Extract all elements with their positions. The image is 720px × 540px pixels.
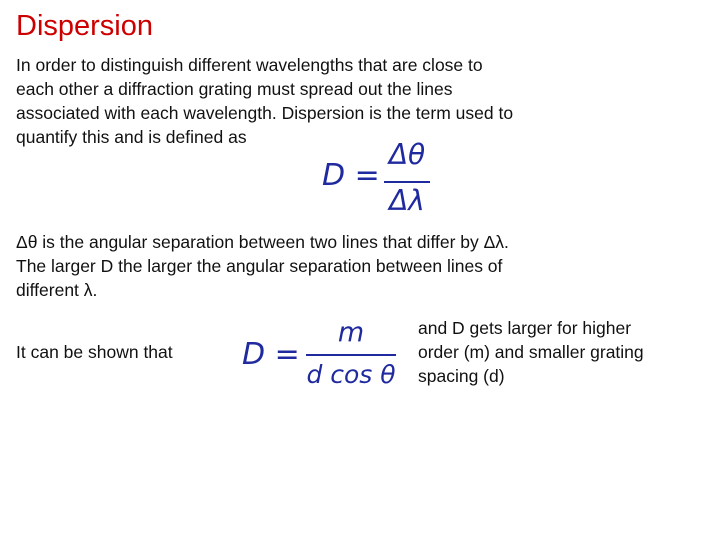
equation-lhs: D = — [242, 337, 300, 372]
equation-numerator: m — [337, 317, 365, 348]
note-paragraph — [418, 316, 644, 388]
intro-line: In order to distinguish different wavelengths that are close to — [16, 55, 483, 75]
note-line: spacing (d) — [418, 366, 505, 386]
note-line: and D gets larger for higher — [418, 318, 632, 338]
explanation-line: different λ. — [16, 280, 98, 300]
equation-lhs: D = — [322, 158, 380, 193]
explanation-line: The larger D the larger the angular separation between lines of — [16, 256, 503, 276]
intro-paragraph — [16, 53, 513, 149]
explanation-line: Δθ is the angular separation between two lines that differ by Δλ. — [16, 232, 509, 252]
equation-denominator: Δλ — [389, 184, 425, 217]
dispersion-definition-equation — [322, 138, 434, 218]
explanation-paragraph — [16, 230, 509, 302]
shown-text: It can be shown that — [16, 342, 173, 362]
dispersion-grating-equation — [242, 315, 400, 395]
fraction-bar — [306, 354, 396, 356]
equation-denominator: d cos θ — [306, 360, 396, 389]
intro-line: quantify this and is defined as — [16, 127, 247, 147]
note-line: order (m) and smaller grating — [418, 342, 644, 362]
intro-line: each other a diffraction grating must spread out the lines — [16, 79, 453, 99]
intro-line: associated with each wavelength. Dispersion is the term used to — [16, 103, 514, 123]
fraction-bar — [384, 181, 430, 183]
equation-numerator: Δθ — [388, 138, 426, 171]
slide-title: Dispersion — [16, 10, 153, 42]
